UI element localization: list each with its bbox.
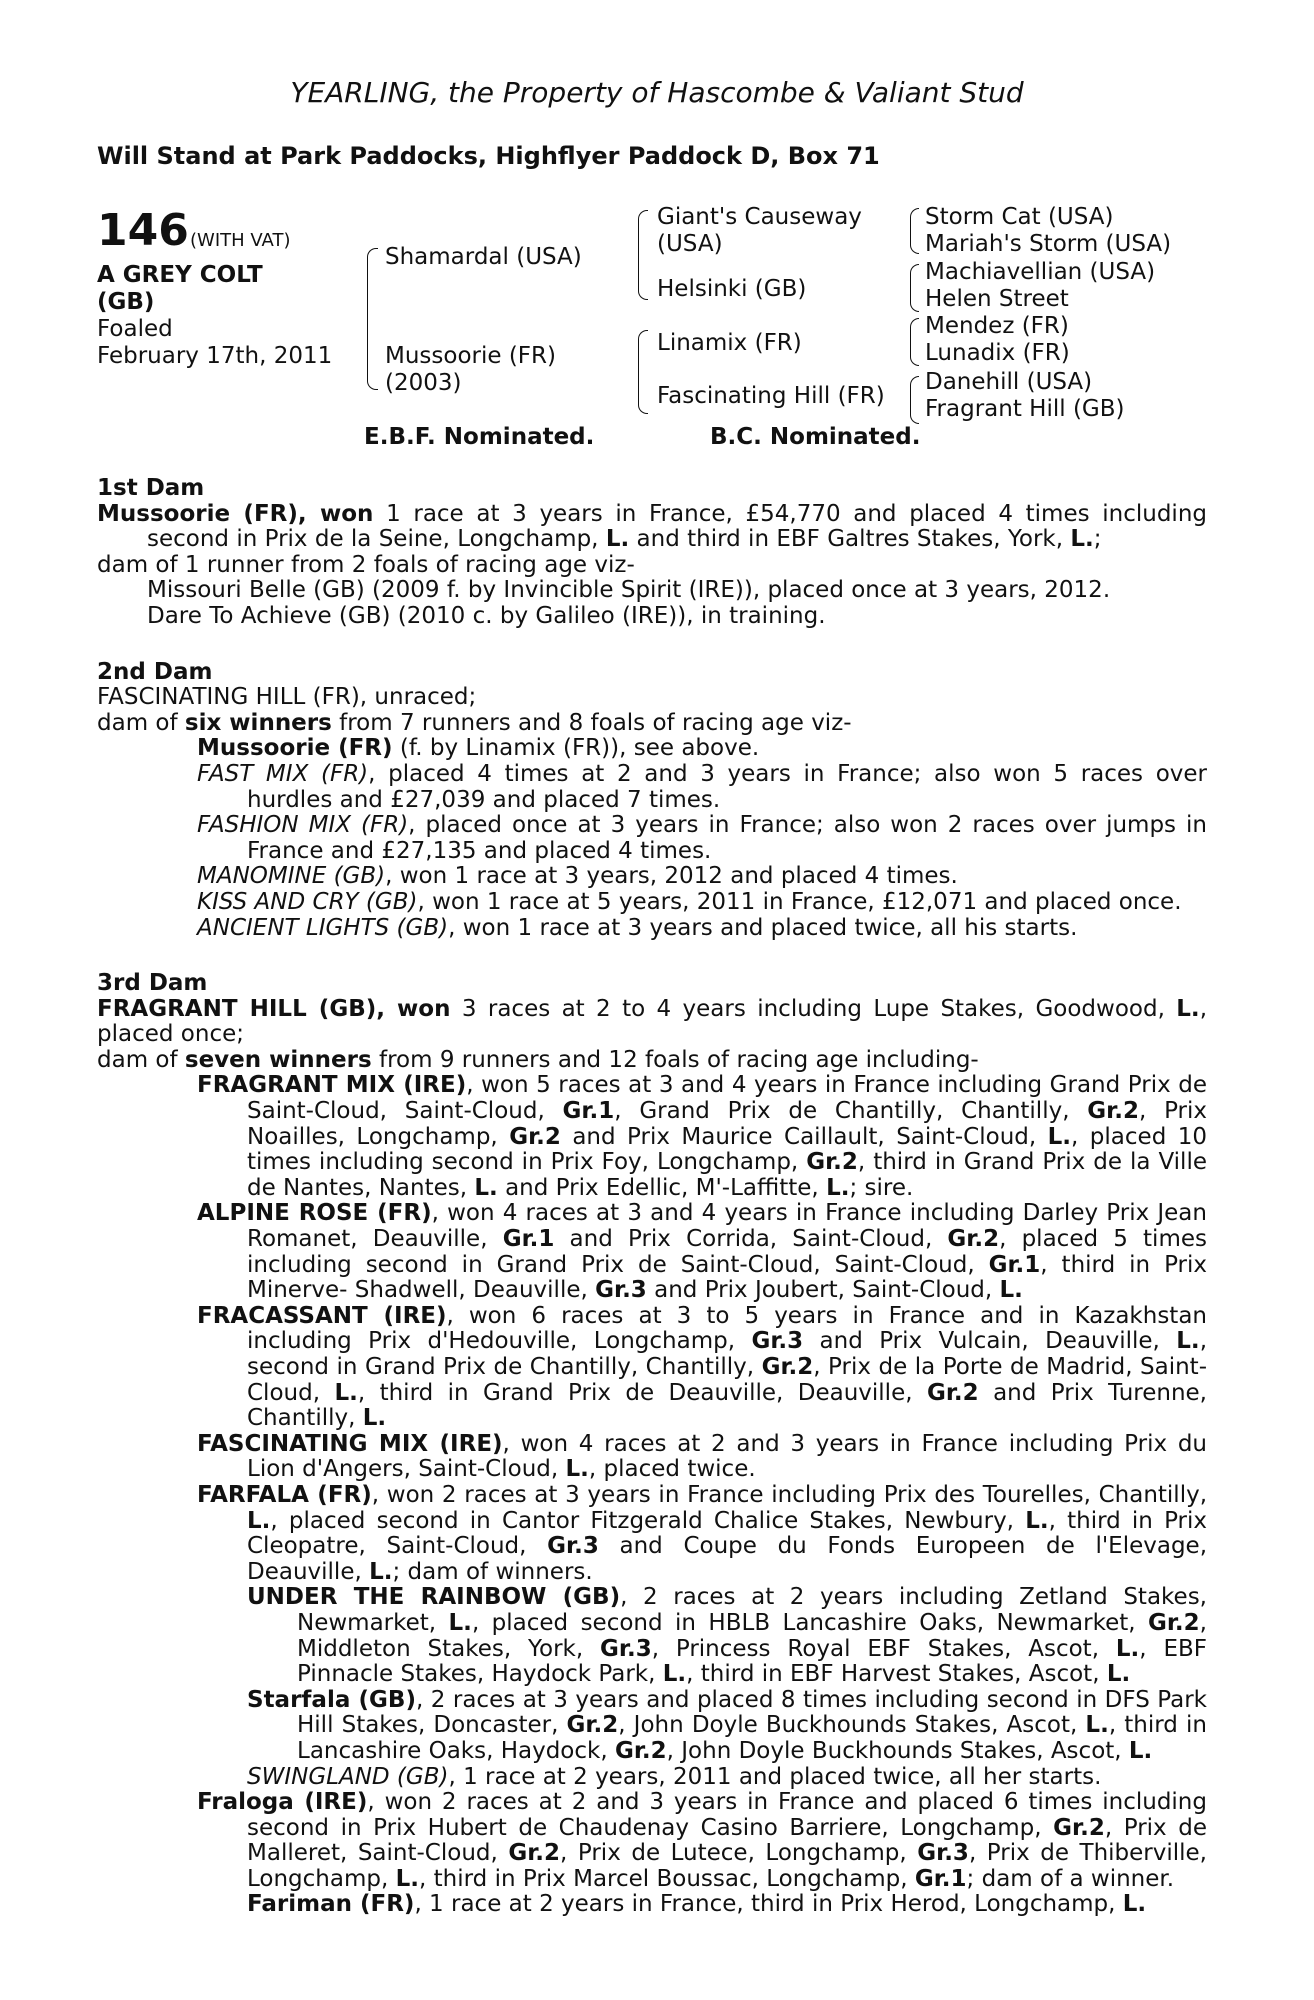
produce-entry: Missouri Belle (GB) (2009 f. by Invincible Spirit (IRE)), placed once at 3 years, 2012.	[147, 577, 1111, 604]
ancestor-5: Mendez (FR)	[925, 313, 1069, 339]
pedigree-brace	[638, 210, 648, 300]
produce-entry: ANCIENT LIGHTS (GB), won 1 race at 3 years and placed twice, all his starts.	[197, 914, 1078, 941]
lot-number: 146	[97, 205, 189, 256]
produce-entry: FAST MIX (FR), placed 4 times at 2 and 3 years in France; also won 5 races over hurdles and £27,039 and placed 7 times.	[197, 760, 1207, 813]
first-dam-produce-summary: dam of 1 runner from 2 foals of racing age viz-	[97, 551, 635, 578]
ancestor-7: Danehill (USA)	[925, 369, 1093, 395]
produce-entry: KISS AND CRY (GB), won 1 race at 5 years, 2011 in France, £12,071 and placed once.	[197, 888, 1182, 915]
ebf-nominated: E.B.F. Nominated.	[364, 424, 595, 450]
ancestor-8: Fragrant Hill (GB)	[925, 396, 1125, 422]
produce-entry: FRAGRANT MIX (IRE), won 5 races at 3 and 4 years in France including Grand Prix de Saint-Cloud, Saint-Cloud, Gr.1, Grand Prix de Chantilly, Chantilly, Gr.2, Prix Noailles, Longchamp, Gr.2 and Prix Maurice Caillault, Saint-Cloud, L., placed 10 times including second in Prix Foy, Longchamp, Gr.2, third in Grand Prix de la Ville de Nantes, Nantes, L. and Prix Edellic, M'-Laffitte, L.; sire.	[197, 1072, 1208, 1201]
produce-entry: Mussoorie (FR) (f. by Linamix (FR)), see above.	[197, 735, 760, 762]
dam-sire: Linamix (FR)	[657, 330, 802, 356]
produce-entry: ALPINE ROSE (FR), won 4 races at 3 and 4 years in France including Darley Prix Jean Romanet, Deauville, Gr.1 and Prix Corrida, Saint-Cloud, Gr.2, placed 5 times including second in Grand Prix de Saint-Cloud, Saint-Cloud, Gr.1, third in Prix Minerve- Shadwell, Deauville, Gr.3 and Prix Joubert, Saint-Cloud, L.	[197, 1200, 1207, 1304]
pedigree-brace	[910, 264, 919, 312]
dam-year: (2003)	[385, 370, 462, 396]
pedigree-brace	[910, 318, 919, 366]
ancestor-3: Machiavellian (USA)	[925, 259, 1156, 285]
foaled-date: February 17th, 2011	[97, 343, 333, 369]
second-dam-produce-summary: dam of six winners from 7 runners and 8 foals of racing age viz-	[97, 709, 852, 736]
sire: Shamardal (USA)	[385, 244, 582, 270]
produce-entry: Starfala (GB), 2 races at 3 years and placed 8 times including second in DFS Park Hill Stakes, Doncaster, Gr.2, John Doyle Buckhounds Stakes, Ascot, L., third in Lancashire Oaks, Haydock, Gr.2, John Doyle Buckhounds Stakes, Ascot, L.	[247, 1686, 1208, 1764]
produce-entry: FASHION MIX (FR), placed once at 3 years in France; also won 2 races over jumps in France and £27,135 and placed 4 times.	[197, 812, 1208, 864]
ancestor-1: Storm Cat (USA)	[925, 204, 1114, 230]
first-dam-heading: 1st Dam	[97, 475, 205, 501]
produce-entry: Dare To Achieve (GB) (2010 c. by Galileo (IRE)), in training.	[147, 602, 826, 629]
ancestor-4: Helen Street	[925, 286, 1069, 312]
dam-line-section	[97, 476, 1207, 1918]
ancestor-6: Lunadix (FR)	[925, 340, 1070, 366]
page-title: YEARLING, the Property of Hascombe & Valiant Stud	[290, 76, 1024, 109]
third-dam-heading: 3rd Dam	[97, 970, 208, 997]
dam-name: Mussoorie (FR)	[97, 500, 298, 527]
second-dam-heading: 2nd Dam	[97, 658, 213, 685]
produce-entry: UNDER THE RAINBOW (GB), 2 races at 2 years including Zetland Stakes, Newmarket, L., placed second in HBLB Lancashire Oaks, Newmarket, Gr.2, Middleton Stakes, York, Gr.3, Princess Royal EBF Stakes, Ascot, L., EBF Pinnacle Stakes, Haydock Park, L., third in EBF Harvest Stakes, Ascot, L.	[247, 1584, 1207, 1688]
sire-sire-country: (USA)	[657, 231, 723, 257]
produce-entry: SWINGLAND (GB), 1 race at 2 years, 2011 and placed twice, all her starts.	[247, 1763, 1102, 1790]
dam: Mussoorie (FR)	[385, 343, 556, 369]
lot-description: A GREY COLT	[97, 262, 263, 288]
produce-entry: FARFALA (FR), won 2 races at 3 years in France including Prix des Tourelles, Chantilly, L., placed second in Cantor Fitzgerald Chalice Stakes, Newbury, L., third in Prix Cleopatre, Saint-Cloud, Gr.3 and Coupe du Fonds Europeen de l'Elevage, Deauville, L.; dam of winners.	[197, 1481, 1208, 1585]
produce-entry: Fariman (FR), 1 race at 2 years in France, third in Prix Herod, Longchamp, L.	[247, 1891, 1147, 1918]
second-dam-record: FASCINATING HILL (FR), unraced;	[97, 684, 477, 711]
bc-nominated: B.C. Nominated.	[710, 424, 921, 450]
produce-entry: FASCINATING MIX (IRE), won 4 races at 2 and 3 years in France including Prix du Lion d'Angers, Saint-Cloud, L., placed twice.	[197, 1430, 1207, 1483]
sire-dam: Helsinki (GB)	[657, 276, 807, 302]
lot-description-country: (GB)	[97, 289, 155, 315]
third-dam-record: FRAGRANT HILL (GB), won 3 races at 2 to 4 years including Lupe Stakes, Goodwood, L., placed once;	[97, 995, 1207, 1048]
first-dam-record: Mussoorie (FR), won 1 race at 3 years in France, £54,770 and placed 4 times including second in Prix de la Seine, Longchamp, L. and third in EBF Galtres Stakes, York, L.;	[97, 500, 1207, 553]
lot-vat: (WITH VAT)	[190, 230, 291, 251]
pedigree-brace	[367, 248, 378, 390]
third-dam-produce-summary: dam of seven winners from 9 runners and 12 foals of racing age including-	[97, 1046, 979, 1073]
pedigree-brace	[910, 376, 919, 424]
produce-entry: MANOMINE (GB), won 1 race at 3 years, 2012 and placed 4 times.	[197, 863, 958, 890]
foaled-label: Foaled	[97, 316, 173, 342]
pedigree-brace	[638, 330, 648, 414]
produce-entry: Fraloga (IRE), won 2 races at 2 and 3 years in France and placed 6 times including second in Prix Hubert de Chaudenay Casino Barriere, Longchamp, Gr.2, Prix de Malleret, Saint-Cloud, Gr.2, Prix de Lutece, Longchamp, Gr.3, Prix de Thiberville, Longchamp, L., third in Prix Marcel Boussac, Longchamp, Gr.1; dam of a winner.	[197, 1789, 1207, 1892]
dam-dam: Fascinating Hill (FR)	[657, 383, 885, 409]
ancestor-2: Mariah's Storm (USA)	[925, 231, 1172, 257]
produce-entry: FRACASSANT (IRE), won 6 races at 3 to 5 years in France and in Kazakhstan including Prix d'Hedouville, Longchamp, Gr.3 and Prix Vulcain, Deauville, L., second in Grand Prix de Chantilly, Chantilly, Gr.2, Prix de la Porte de Madrid, Saint-Cloud, L., third in Grand Prix de Deauville, Deauville, Gr.2 and Prix Turenne, Chantilly, L.	[197, 1302, 1207, 1432]
stand-location: Will Stand at Park Paddocks, Highflyer Paddock D, Box 71	[97, 142, 880, 170]
sire-sire: Giant's Causeway	[657, 204, 862, 230]
pedigree-brace	[910, 208, 919, 254]
